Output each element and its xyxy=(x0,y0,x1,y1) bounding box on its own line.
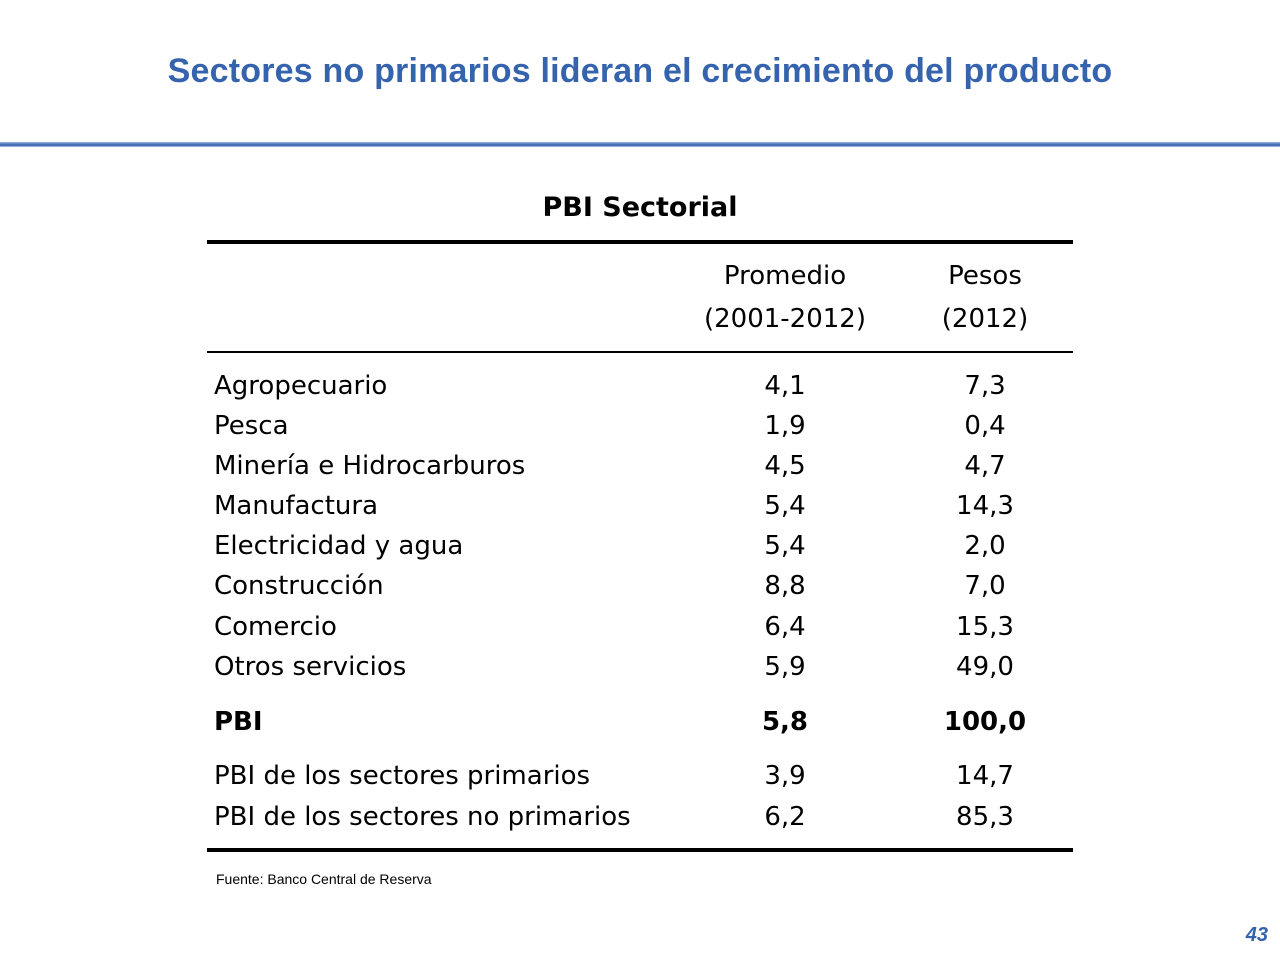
promedio-value: 6,4 xyxy=(764,612,806,642)
column-header-pesos-period: (2012) xyxy=(941,304,1029,334)
title-divider xyxy=(0,142,1280,147)
promedio-value: 5,4 xyxy=(764,531,806,561)
promedio-value: 3,9 xyxy=(764,761,806,791)
promedio-value: 1,9 xyxy=(764,411,806,441)
pesos-value: 7,0 xyxy=(964,571,1006,601)
table-row xyxy=(207,649,1073,685)
row-label: Pesca xyxy=(214,411,289,441)
pesos-value: 2,0 xyxy=(964,531,1006,561)
row-label: Manufactura xyxy=(214,491,378,521)
column-header-promedio-period: (2001-2012) xyxy=(703,304,866,334)
row-label: Comercio xyxy=(214,612,337,642)
table-title: PBI Sectorial xyxy=(542,192,738,223)
promedio-value: 4,1 xyxy=(764,371,806,401)
total-row xyxy=(207,704,1073,740)
promedio-value: 6,2 xyxy=(764,802,806,832)
pesos-value: 0,4 xyxy=(964,411,1006,441)
subtotal-row xyxy=(207,799,1073,835)
table-row xyxy=(207,368,1073,404)
row-label: Electricidad y agua xyxy=(214,531,464,561)
pesos-value: 15,3 xyxy=(956,612,1014,642)
row-label: PBI de los sectores no primarios xyxy=(214,802,631,832)
table-row xyxy=(207,568,1073,604)
promedio-value: 8,8 xyxy=(764,571,806,601)
row-label: PBI xyxy=(214,707,263,737)
header-divider-rule xyxy=(207,351,1073,353)
pesos-value: 14,3 xyxy=(956,491,1014,521)
table-row xyxy=(207,528,1073,564)
row-label: Agropecuario xyxy=(214,371,388,401)
pesos-value: 7,3 xyxy=(964,371,1006,401)
table-row xyxy=(207,408,1073,444)
column-header-pesos: Pesos xyxy=(948,261,1022,291)
table-top-rule xyxy=(207,240,1073,244)
pesos-value: 85,3 xyxy=(956,802,1014,832)
page-number: 43 xyxy=(1245,924,1268,946)
subtotal-row xyxy=(207,758,1073,794)
column-header-promedio: Promedio xyxy=(723,261,847,291)
promedio-value: 4,5 xyxy=(764,451,806,481)
table-row xyxy=(207,609,1073,645)
promedio-value: 5,4 xyxy=(764,491,806,521)
source-note: Fuente: Banco Central de Reserva xyxy=(216,871,432,887)
promedio-value: 5,9 xyxy=(764,652,806,682)
pesos-value: 100,0 xyxy=(943,707,1027,737)
table-row xyxy=(207,488,1073,524)
row-label: PBI de los sectores primarios xyxy=(214,761,591,791)
row-label: Otros servicios xyxy=(214,652,407,682)
pesos-value: 49,0 xyxy=(956,652,1014,682)
table-bottom-rule xyxy=(207,848,1073,852)
row-label: Construcción xyxy=(214,571,384,601)
slide-title: Sectores no primarios lideran el crecimiento del producto xyxy=(167,52,1113,90)
table-row xyxy=(207,448,1073,484)
pesos-value: 4,7 xyxy=(964,451,1006,481)
promedio-value: 5,8 xyxy=(761,707,809,737)
pesos-value: 14,7 xyxy=(956,761,1014,791)
row-label: Minería e Hidrocarburos xyxy=(214,451,526,481)
